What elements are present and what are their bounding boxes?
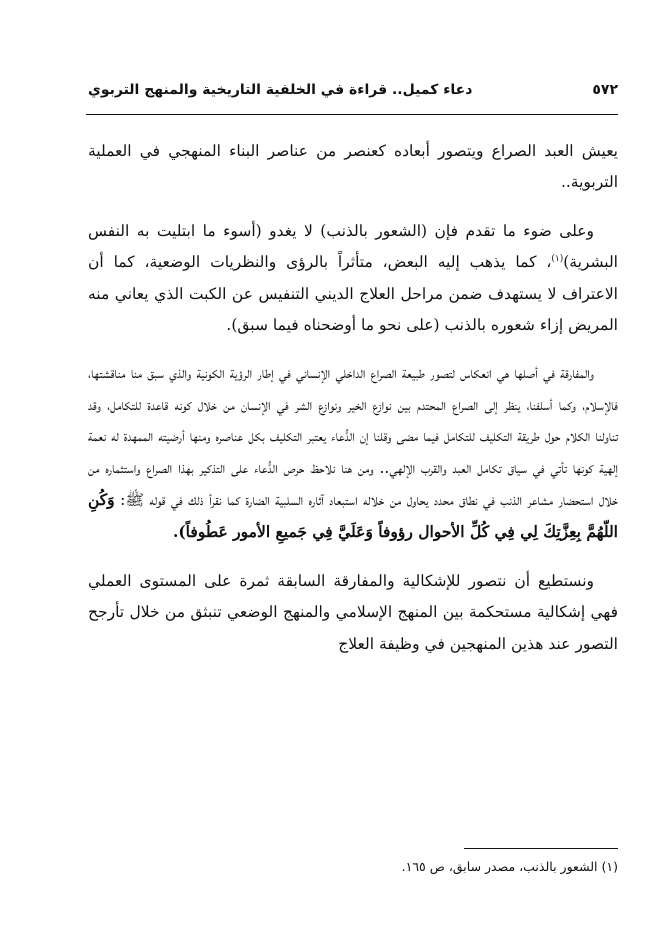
paragraph-2 [88,216,618,342]
page-number: ٥٧٢ [592,82,618,98]
paragraph-2-text-a: وعلى ضوء ما تقدم فإن (الشعور بالذنب) لا يغدو (أسوء ما ابتليت به النفس البشرية) [88,221,618,272]
page-header [88,78,618,102]
footnote-divider [464,848,618,849]
paragraph-3-text: والمفارقة في أصلها هي انعكاس لتصور طبيعة الصراع الداخلي الإنساني في إطار الرؤية الكونية والذي سبق منا مناقشتها، فالإسلام، وكما أسلفنا، ينظر إلى الصراع المحتدم بين نوازع الخير ونوازع الشر في الإنسان من خلال كونه قاعدة للتكامل، وقد تناولنا الكلام حول طريقة التكليف للتكامل فيما مضى وقلنا إن الدُّعاء يعتبر التكليف بكل عناصره ومنها أرضيته الممهدة له نعمة إلهية كونها تأتي في سياق تكامل العبد والقرب الإلهي.. ومن هنا نلاحظ حرص الدُّعاء على التذكير بهذا الصراع واستثماره من خلال استحضار مشاعر الذنب في نطاق محدد يحاول من خلاله استبعاد آثاره السلبية الضارة كما نقرأ ذلك في قوله ﷺ: [88,364,618,510]
header-divider [86,114,618,115]
footnote-marker: (١) [601,859,618,874]
paragraph-2-text-b: ، كما يذهب إليه البعض، متأثراً بالرؤى والنظريات الوضعية، كما أن الاعتراف لا يستهدف ضمن مراحل العلاج الديني التنفيس عن الكبت الذي يعاني منه المريض إزاء شعوره بالذنب (على نحو ما أوضحناه فيما سبق). [88,253,618,335]
paragraph-4: ونستطيع أن نتصور للإشكالية والمفارقة السابقة ثمرة على المستوى العملي فهي إشكالية مستحكمة بين المنهج الإسلامي والمنهج الوضعي تنبثق من خلال تأرجح التصور عند هذين المنهجين في وظيفة العلاج [88,571,618,653]
footnote-text: الشعور بالذنب، مصدر سابق، ص ١٦٥. [401,859,598,874]
footnote-ref[interactable]: (١) [551,254,564,265]
running-title: دعاء كميل.. قراءة في الخلفية التاريخية والمنهج التربوي [88,82,473,98]
dua-quote: وَكُنِ اللّهُمَّ بِعِزَّتِكَ لِي فِي كُلِّ الأحوال رؤوفاً وَعَلَيَّ فِي جَميعِ الأمور عَطُوفاً). [88,490,618,542]
paragraph-1: يعيش العبد الصراع ويتصور أبعاده كعنصر من عناصر البناء المنهجي في العملية التربوية.. [88,142,618,192]
body-text [88,136,618,660]
paragraph-3 [88,358,618,548]
footnote [88,858,618,876]
